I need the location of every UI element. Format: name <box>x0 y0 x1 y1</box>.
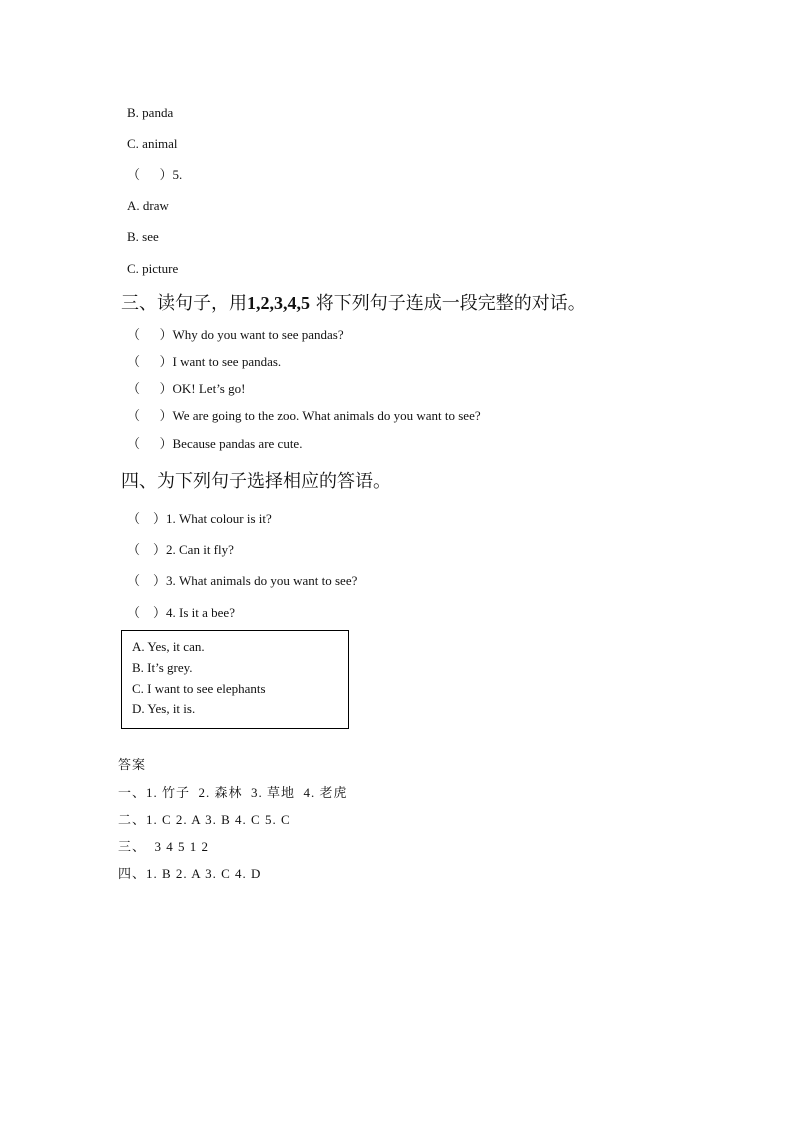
section-3-item-text: Because pandas are cute. <box>172 436 303 451</box>
answer-options-box <box>121 630 349 729</box>
section-3-item <box>127 354 281 370</box>
option-a-draw: A. draw <box>127 198 169 213</box>
answers-line: 四、1. B 2. A 3. C 4. D <box>118 866 262 881</box>
answer-blank: （ ） <box>127 381 173 396</box>
answers-line: 三、 3 4 5 1 2 <box>118 839 210 854</box>
section-4-item-text: 2. Can it fly? <box>166 542 234 557</box>
section-3-item-text: I want to see pandas. <box>172 354 282 369</box>
answer-blank: （ ） <box>127 354 173 369</box>
section-4-item-text: 4. Is it a bee? <box>166 605 235 620</box>
section-4-item <box>127 605 235 621</box>
answers-line: 二、1. C 2. A 3. B 4. C 5. C <box>118 812 291 827</box>
section-4-item <box>127 542 234 558</box>
section-3-item <box>127 381 245 397</box>
section-3-heading-post: 将下列句子连成一段完整的对话。 <box>315 293 586 314</box>
section-3-item-text: We are going to the zoo. What animals do you want to see? <box>172 408 481 423</box>
answer-blank: （ ） <box>127 573 167 588</box>
answer-blank: （ ） <box>127 436 173 451</box>
option-b-panda: B. panda <box>127 105 174 120</box>
section-4-item-text: 1. What colour is it? <box>166 511 272 526</box>
answers-title: 答案 <box>118 757 147 772</box>
section-3-item <box>127 408 481 424</box>
answer-blank: （ ） <box>127 511 167 526</box>
answer-option: D. Yes, it is. <box>132 701 196 716</box>
option-c-picture: C. picture <box>127 261 179 276</box>
section-3-heading-nums: 1,2,3,4,5 <box>247 293 310 313</box>
option-b-see: B. see <box>127 229 159 244</box>
section-4-item <box>127 511 272 527</box>
section-4-heading: 四、为下列句子选择相应的答语。 <box>121 471 391 492</box>
answer-option: B. It’s grey. <box>132 660 193 675</box>
question-5-blank: （ ）5. <box>127 167 183 182</box>
section-3-item-text: Why do you want to see pandas? <box>172 327 344 342</box>
answer-blank: （ ） <box>127 327 173 342</box>
answer-option: A. Yes, it can. <box>132 639 205 654</box>
section-4-item <box>127 573 357 589</box>
answer-blank: （ ） <box>127 605 167 620</box>
answers-line: 一、1. 竹子 2. 森林 3. 草地 4. 老虎 <box>118 785 348 800</box>
section-3-item <box>127 436 302 452</box>
section-3-heading-pre: 三、读句子，用 <box>121 293 247 314</box>
section-3-item-text: OK! Let’s go! <box>172 381 246 396</box>
answer-option: C. I want to see elephants <box>132 681 266 696</box>
section-4-item-text: 3. What animals do you want to see? <box>166 573 358 588</box>
option-c-animal: C. animal <box>127 136 178 151</box>
section-3-heading <box>121 292 586 315</box>
answer-blank: （ ） <box>127 408 173 423</box>
section-3-item <box>127 327 344 343</box>
answer-blank: （ ） <box>127 542 167 557</box>
